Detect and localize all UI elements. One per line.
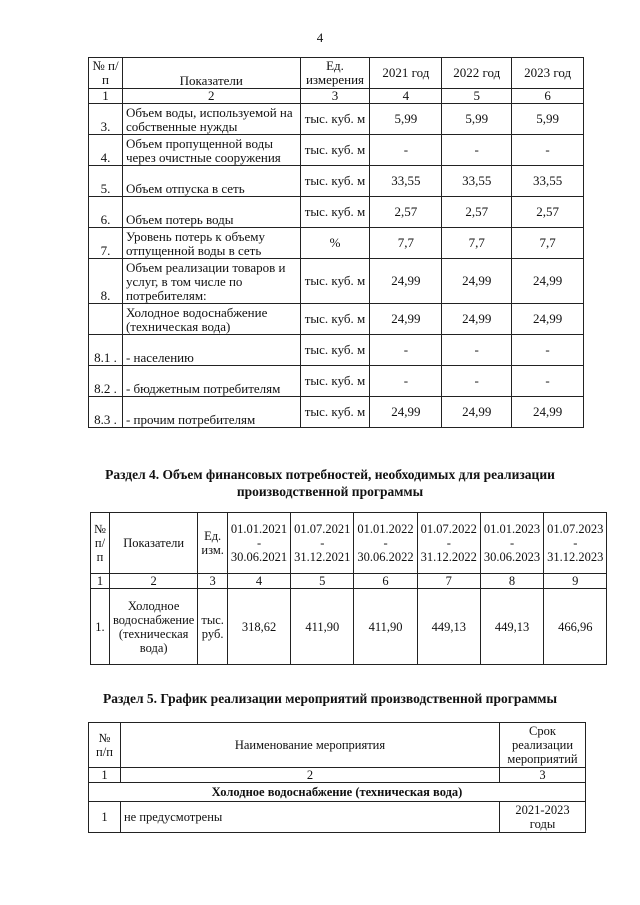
row-value-2023: 2,57 xyxy=(512,197,584,228)
header-2023: 2023 год xyxy=(512,58,584,89)
col-num: 2 xyxy=(120,768,499,783)
row-num: 6. xyxy=(89,197,123,228)
row-unit: тыс. куб. м xyxy=(300,135,370,166)
table-row xyxy=(89,166,584,197)
row-name: Холодное водоснабжение (техническая вода) xyxy=(122,304,300,335)
table-row xyxy=(89,259,584,304)
row-name: - прочим потребителям xyxy=(122,397,300,428)
row-value-1: 318,62 xyxy=(227,589,290,665)
measures-schedule-table xyxy=(88,722,586,833)
row-num: 1 xyxy=(89,802,121,833)
table-row xyxy=(89,135,584,166)
section-row: Холодное водоснабжение (техническая вода) xyxy=(89,783,586,802)
row-value-2021: - xyxy=(370,335,442,366)
header-2022: 2022 год xyxy=(442,58,512,89)
row-value-2022: - xyxy=(442,135,512,166)
row-value-2021: 5,99 xyxy=(370,104,442,135)
col-num: 6 xyxy=(354,574,417,589)
row-value-2022: 2,57 xyxy=(442,197,512,228)
table-row xyxy=(91,589,607,665)
row-num: 4. xyxy=(89,135,123,166)
header-indicator: Показатели xyxy=(109,513,197,574)
row-unit: тыс. куб. м xyxy=(300,304,370,335)
header-term: Срок реализации мероприятий xyxy=(500,723,586,768)
col-num: 3 xyxy=(500,768,586,783)
row-value-2021: 24,99 xyxy=(370,304,442,335)
table-row xyxy=(89,335,584,366)
table-row xyxy=(89,366,584,397)
row-value-2022: 24,99 xyxy=(442,397,512,428)
col-num: 2 xyxy=(109,574,197,589)
row-unit: тыс. куб. м xyxy=(300,366,370,397)
col-num: 4 xyxy=(370,89,442,104)
row-num: 1. xyxy=(91,589,110,665)
row-name: Объем воды, используемой на собственные нужды xyxy=(122,104,300,135)
row-value-2021: - xyxy=(370,135,442,166)
row-value-3: 411,90 xyxy=(354,589,417,665)
row-value-2023: - xyxy=(512,335,584,366)
row-unit: тыс. куб. м xyxy=(300,397,370,428)
col-num: 1 xyxy=(89,768,121,783)
section-4-title: Раздел 4. Объем финансовых потребностей, необходимых для реализации производственной программы xyxy=(105,467,555,499)
col-num: 8 xyxy=(480,574,543,589)
table-row xyxy=(89,228,584,259)
column-numbers-row xyxy=(91,574,607,589)
col-num: 7 xyxy=(417,574,480,589)
row-value-2023: 5,99 xyxy=(512,104,584,135)
table-row xyxy=(89,197,584,228)
column-numbers-row xyxy=(89,89,584,104)
col-num: 3 xyxy=(198,574,228,589)
col-num: 5 xyxy=(442,89,512,104)
table-row xyxy=(89,304,584,335)
col-num: 1 xyxy=(91,574,110,589)
row-num xyxy=(89,304,123,335)
header-num: № п/п xyxy=(89,723,121,768)
row-value-5: 449,13 xyxy=(480,589,543,665)
row-value-2021: 24,99 xyxy=(370,397,442,428)
header-period-6: 01.07.2023 - 31.12.2023 xyxy=(544,513,607,574)
row-num: 8.2 . xyxy=(89,366,123,397)
col-num: 9 xyxy=(544,574,607,589)
header-period-5: 01.01.2023 - 30.06.2023 xyxy=(480,513,543,574)
row-value-2021: 24,99 xyxy=(370,259,442,304)
header-period-1: 01.01.2021 - 30.06.2021 xyxy=(227,513,290,574)
header-name: Наименование мероприятия xyxy=(120,723,499,768)
row-name: Уровень потерь к объему отпущенной воды в сеть xyxy=(122,228,300,259)
row-value-2023: - xyxy=(512,366,584,397)
row-unit: тыс. куб. м xyxy=(300,197,370,228)
row-value-6: 466,96 xyxy=(544,589,607,665)
header-period-3: 01.01.2022 - 30.06.2022 xyxy=(354,513,417,574)
column-numbers-row xyxy=(89,768,586,783)
row-name: - бюджетным потребителям xyxy=(122,366,300,397)
row-unit: тыс. куб. м xyxy=(300,259,370,304)
row-value-2023: 24,99 xyxy=(512,397,584,428)
row-value-4: 449,13 xyxy=(417,589,480,665)
row-name: Объем отпуска в сеть xyxy=(122,166,300,197)
table-row xyxy=(89,802,586,833)
col-num: 3 xyxy=(300,89,370,104)
header-unit: Ед. измерения xyxy=(300,58,370,89)
section-5-title: Раздел 5. График реализации мероприятий производственной программы xyxy=(102,691,558,706)
row-value-2023: 24,99 xyxy=(512,259,584,304)
row-value-2021: 33,55 xyxy=(370,166,442,197)
row-value-2023: 33,55 xyxy=(512,166,584,197)
row-name: Объем пропущенной воды через очистные сооружения xyxy=(122,135,300,166)
header-indicator: Показатели xyxy=(122,58,300,89)
row-num: 8. xyxy=(89,259,123,304)
row-name: Холодное водоснабжение (техническая вода) xyxy=(109,589,197,665)
col-num: 6 xyxy=(512,89,584,104)
header-2021: 2021 год xyxy=(370,58,442,89)
row-num: 8.3 . xyxy=(89,397,123,428)
row-value-2023: - xyxy=(512,135,584,166)
row-unit: тыс. куб. м xyxy=(300,335,370,366)
row-value-2023: 24,99 xyxy=(512,304,584,335)
row-unit: тыс. куб. м xyxy=(300,104,370,135)
row-name: не предусмотрены xyxy=(120,802,499,833)
header-num: № п/п xyxy=(91,513,110,574)
row-num: 5. xyxy=(89,166,123,197)
financial-needs-table xyxy=(90,512,607,665)
row-value-2022: - xyxy=(442,366,512,397)
row-value-2021: 2,57 xyxy=(370,197,442,228)
row-unit: тыс. руб. xyxy=(198,589,228,665)
page-number: 4 xyxy=(316,30,324,45)
header-unit: Ед. изм. xyxy=(198,513,228,574)
row-unit: тыс. куб. м xyxy=(300,166,370,197)
table-row xyxy=(89,104,584,135)
row-value-2022: 24,99 xyxy=(442,304,512,335)
table-row xyxy=(89,397,584,428)
row-value-2023: 7,7 xyxy=(512,228,584,259)
row-value-2022: 7,7 xyxy=(442,228,512,259)
row-value-2022: 33,55 xyxy=(442,166,512,197)
row-value-2022: 5,99 xyxy=(442,104,512,135)
header-period-2: 01.07.2021 - 31.12.2021 xyxy=(291,513,354,574)
row-num: 8.1 . xyxy=(89,335,123,366)
production-indicators-table xyxy=(88,57,584,428)
col-num: 2 xyxy=(122,89,300,104)
row-value-2021: - xyxy=(370,366,442,397)
row-value-2022: - xyxy=(442,335,512,366)
row-name: Объем потерь воды xyxy=(122,197,300,228)
col-num: 1 xyxy=(89,89,123,104)
row-term: 2021-2023 годы xyxy=(500,802,586,833)
row-num: 7. xyxy=(89,228,123,259)
col-num: 4 xyxy=(227,574,290,589)
row-num: 3. xyxy=(89,104,123,135)
col-num: 5 xyxy=(291,574,354,589)
header-num: № п/п xyxy=(89,58,123,89)
row-value-2022: 24,99 xyxy=(442,259,512,304)
row-value-2021: 7,7 xyxy=(370,228,442,259)
header-period-4: 01.07.2022 - 31.12.2022 xyxy=(417,513,480,574)
row-name: Объем реализации товаров и услуг, в том числе по потребителям: xyxy=(122,259,300,304)
row-unit: % xyxy=(300,228,370,259)
row-value-2: 411,90 xyxy=(291,589,354,665)
row-name: - населению xyxy=(122,335,300,366)
